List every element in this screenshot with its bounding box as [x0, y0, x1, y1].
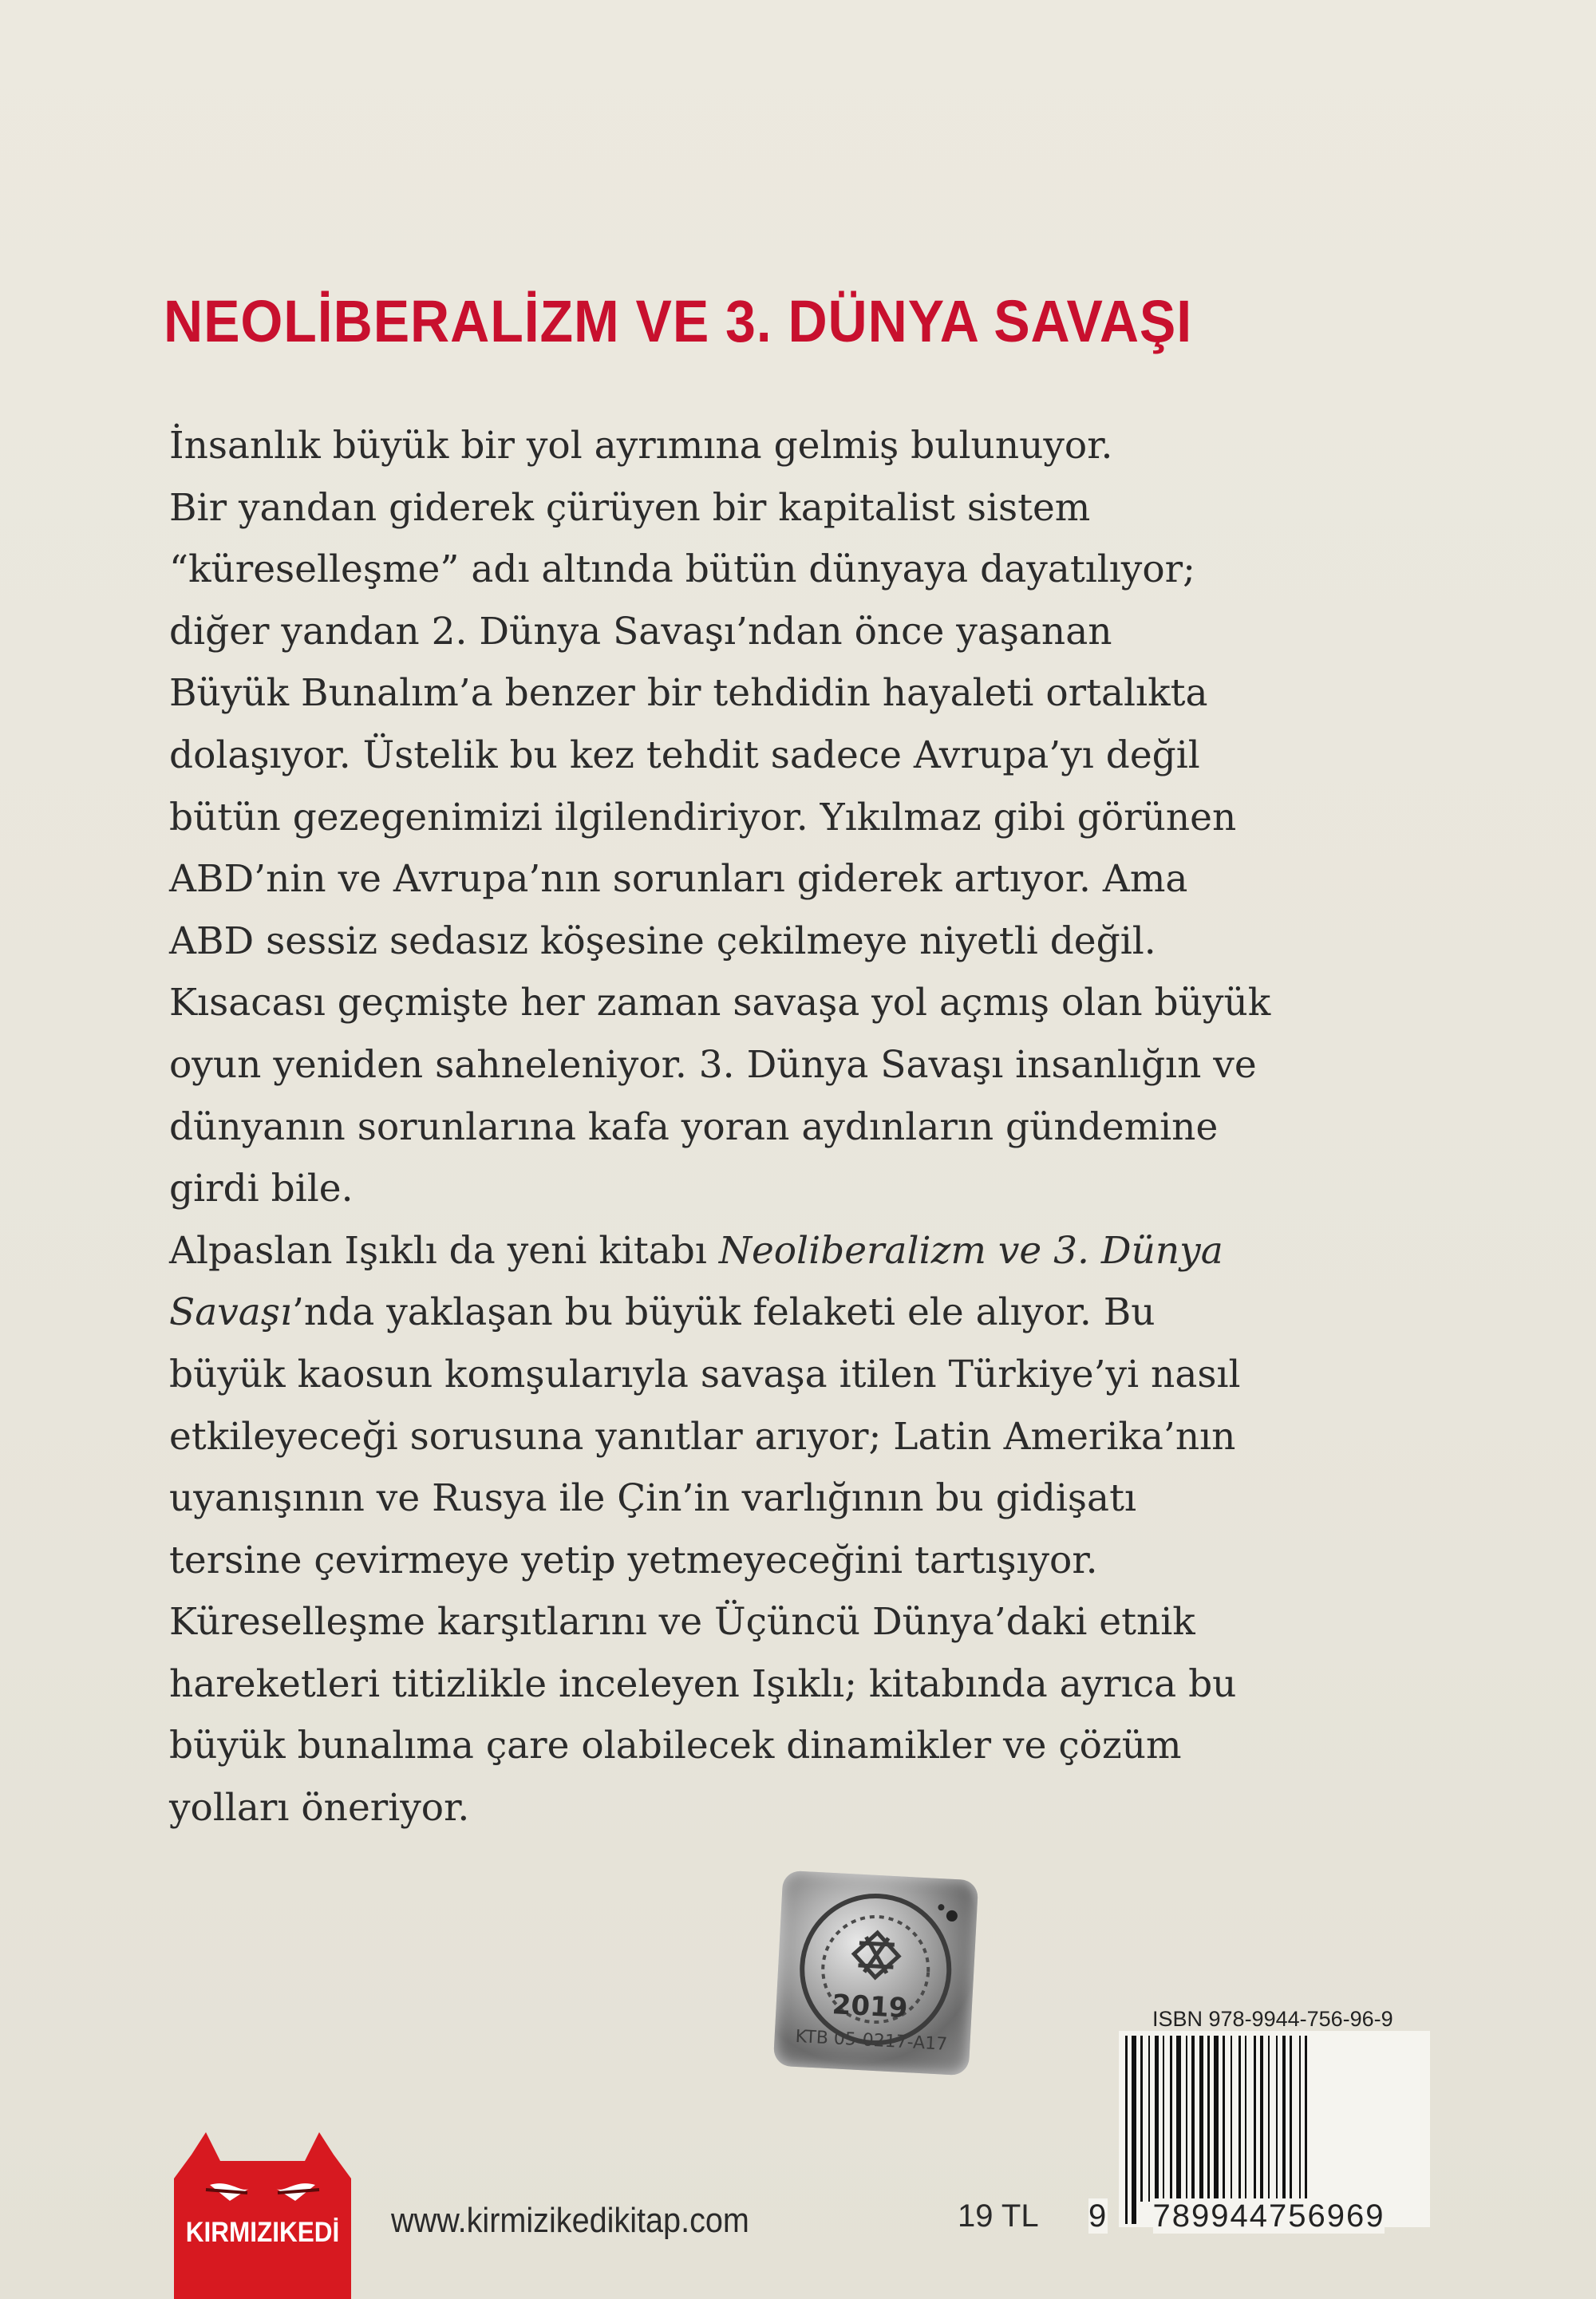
barcode-bar [1282, 2036, 1286, 2202]
barcode-bar [1254, 2036, 1256, 2202]
blurb-text: ’nda yaklaşan bu büyük felaketi ele alıyor. Bu [291, 1290, 1156, 1335]
publisher-logo [174, 2123, 351, 2299]
blurb-line: Kısacası geçmişte her zaman savaşa yol açmış olan büyük [169, 981, 1271, 1025]
barcode-bar [1140, 2036, 1143, 2202]
blurb-line: ABD’nin ve Avrupa’nın sorunları giderek artıyor. Ama [169, 857, 1188, 902]
blurb-book-title-italic: Neoliberalizm ve 3. Dünya [718, 1228, 1223, 1273]
hologram-sticker [773, 1870, 978, 2076]
hologram-year: 2019 [831, 1989, 909, 2025]
blurb-line: Büyük Bunalım’a benzer bir tehdidin hayaleti ortalıkta [169, 671, 1208, 716]
blurb-text: Alpaslan Işıklı da yeni kitabı [169, 1228, 719, 1273]
blurb-line: girdi bile. [169, 1167, 354, 1211]
barcode-bar [1299, 2036, 1301, 2224]
blurb-line: büyük kaosun komşularıyla savaşa itilen Türkiye’yi nasıl [169, 1352, 1241, 1396]
book-title: NEOLİBERALİZM VE 3. DÜNYA SAVAŞI [164, 288, 1193, 354]
barcode-bar [1305, 2036, 1307, 2224]
barcode-bar [1148, 2036, 1150, 2202]
barcode-bar [1176, 2036, 1181, 2202]
barcode-bar [1155, 2036, 1159, 2202]
barcode-bar [1186, 2036, 1187, 2202]
blurb-line: tersine çevirmeye yetip yetmeyeceğini tartışıyor. [169, 1538, 1098, 1582]
barcode-bar [1231, 2036, 1232, 2202]
red-cat-icon [174, 2123, 351, 2299]
blurb-line: diğer yandan 2. Dünya Savaşı’ndan önce yaşanan [169, 609, 1112, 654]
isbn-label: ISBN 978-9944-756-96-9 [1152, 2007, 1393, 2031]
barcode-lead-digit: 9 [1088, 2198, 1108, 2234]
blurb-line: Bir yandan giderek çürüyen bir kapitalist sistem [169, 485, 1091, 530]
blurb-line: ABD sessiz sedasız köşesine çekilmeye niyetli değil. [169, 918, 1156, 963]
barcode-bar [1260, 2036, 1263, 2202]
blurb-line: İnsanlık büyük bir yol ayrımına gelmiş bulunuyor. [169, 424, 1113, 468]
barcode-bar [1290, 2036, 1292, 2202]
blurb-line: dolaşıyor. Üstelik bu kez tehdit sadece Avrupa’yı değil [169, 733, 1200, 777]
blurb-line: hareketleri titizlikle inceleyen Işıklı; kitabında ayrıca bu [169, 1661, 1237, 1706]
barcode-bar [1199, 2036, 1203, 2202]
barcode-bar [1223, 2036, 1225, 2224]
barcode-bar [1191, 2036, 1195, 2202]
blurb-line: dünyanın sorunlarına kafa yoran aydınların gündemine [169, 1104, 1219, 1149]
barcode-bar [1268, 2036, 1270, 2202]
barcode-bar [1163, 2036, 1164, 2202]
blurb-line: uyanışının ve Rusya ile Çin’in varlığının bu gidişatı [169, 1476, 1136, 1521]
blurb-line: büyük bunalıma çare olabilecek dinamikler ve çözüm [169, 1724, 1182, 1768]
barcode-bar [1245, 2036, 1246, 2202]
hologram-code: KTB 05-0217-A17 [795, 2026, 948, 2055]
book-blurb [169, 415, 1414, 1839]
price: 19 TL [958, 2198, 1039, 2234]
barcode-bar [1170, 2036, 1172, 2202]
blurb-line [169, 1282, 1414, 1344]
blurb-book-title-italic: Savaşı [169, 1290, 292, 1335]
barcode-bar [1132, 2036, 1136, 2224]
blurb-line [169, 1220, 1414, 1282]
blurb-line: yolları öneriyor. [169, 1786, 470, 1831]
blurb-line: etkileyeceği sorusuna yanıtlar arıyor; Latin Amerika’nın [169, 1414, 1236, 1459]
publisher-name: KIRMIZIKEDİ [185, 2217, 340, 2248]
publisher-website: www.kirmizikedikitap.com [391, 2201, 749, 2240]
blurb-line: oyun yeniden sahneleniyor. 3. Dünya Savaşı insanlığın ve [169, 1042, 1257, 1087]
blurb-line: “küreselleşme” adı altında bütün dünyaya dayatılıyor; [169, 547, 1195, 592]
barcode-bar [1125, 2036, 1128, 2224]
blurb-line: bütün gezegenimizi ilgilendiriyor. Yıkılmaz gibi görünen [169, 795, 1237, 839]
barcode-bar [1276, 2036, 1278, 2202]
barcode-bar [1207, 2036, 1210, 2202]
blurb-line: Küreselleşme karşıtlarını ve Üçüncü Dünya’daki etnik [169, 1600, 1195, 1645]
barcode-number: 789944756969 [1152, 2198, 1385, 2234]
barcode-bar [1238, 2036, 1241, 2202]
barcode-bar [1214, 2036, 1219, 2224]
barcode-digits [1088, 2198, 1385, 2234]
